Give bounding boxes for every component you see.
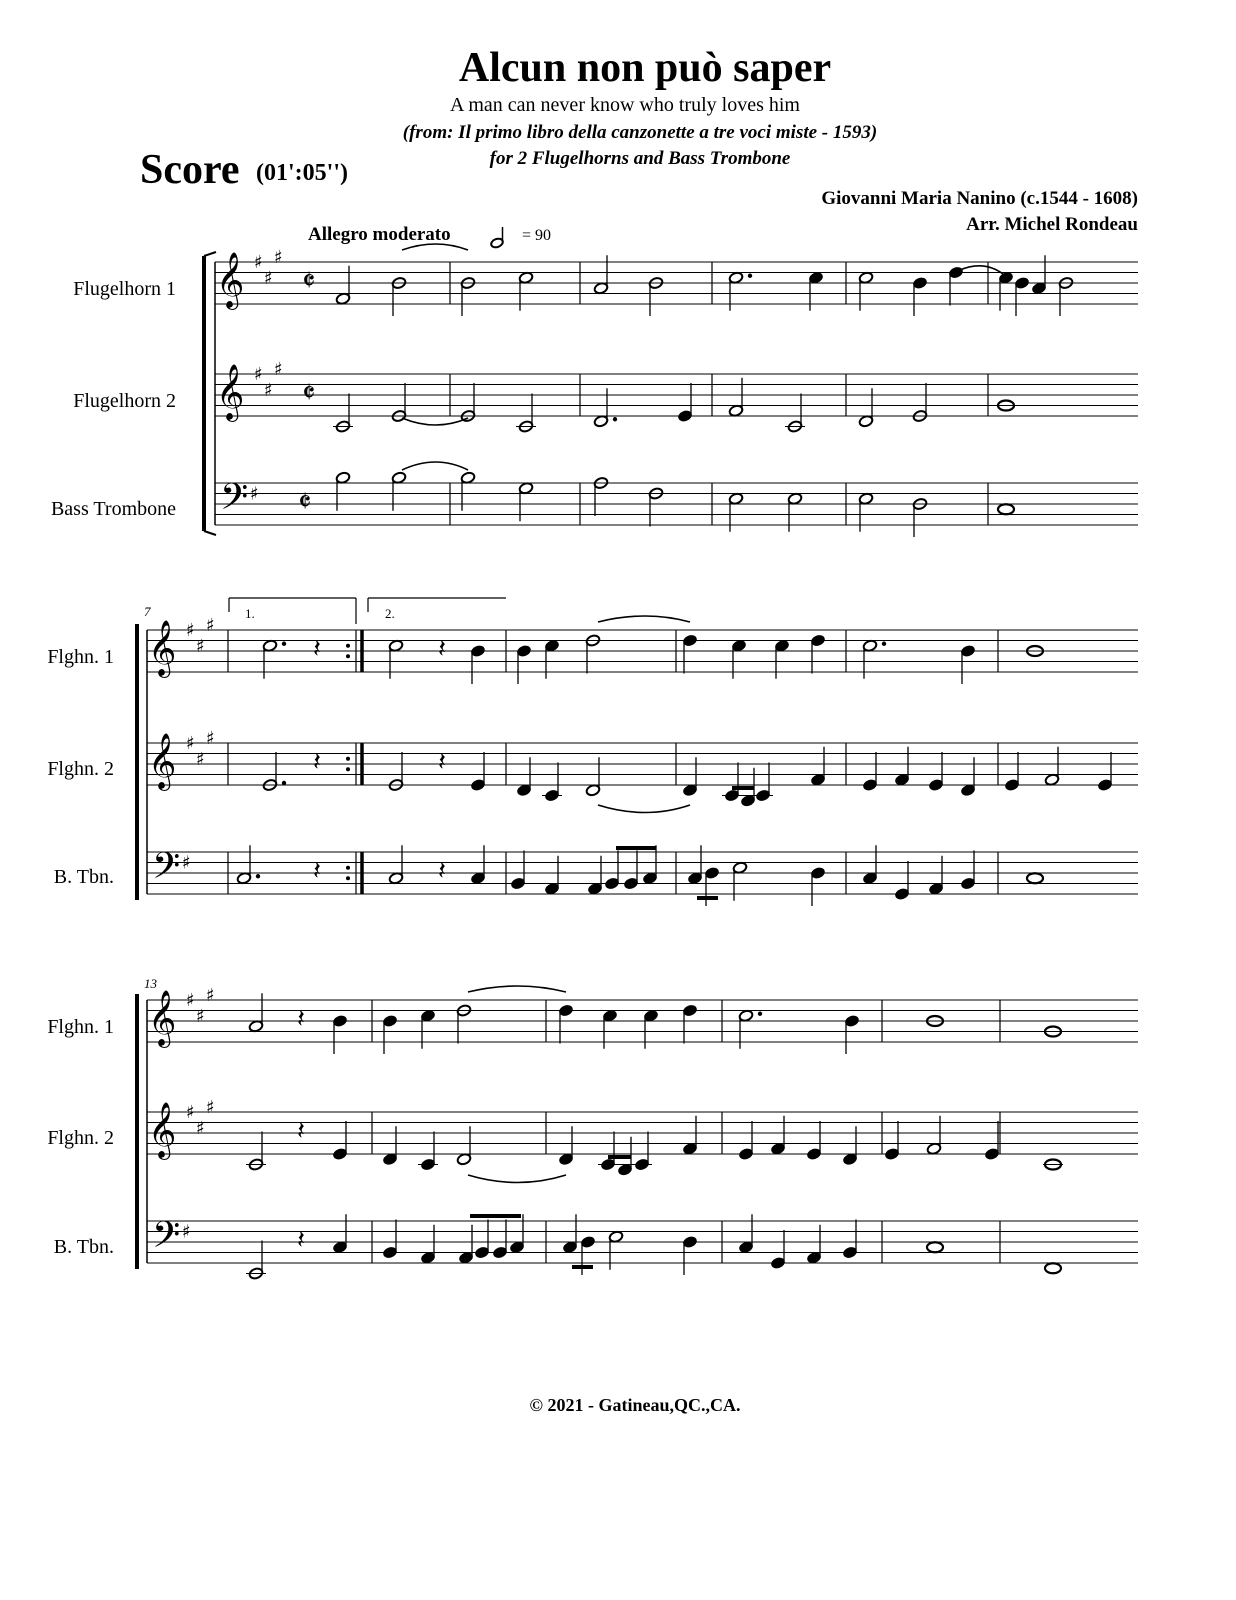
sharp-icon: ♯ xyxy=(186,1102,195,1123)
tie xyxy=(468,986,566,992)
copyright-notice: © 2021 - Gatineau,QC.,CA. xyxy=(529,1395,741,1415)
instrument-label-b-tbn: B. Tbn. xyxy=(53,866,114,888)
augmentation-dot xyxy=(882,642,886,646)
whole-note xyxy=(998,504,1014,514)
sharp-icon: ♯ xyxy=(196,635,205,657)
sharp-icon: ♯ xyxy=(206,727,215,749)
treble-clef-icon: 𝄞 xyxy=(148,990,177,1046)
repeat-dot xyxy=(346,866,350,870)
sharp-icon: ♯ xyxy=(206,984,215,1006)
quarter-rest-icon: 𝄽 xyxy=(297,1116,305,1146)
instrument-label-flugelhorn-1: Flugelhorn 1 xyxy=(73,278,176,300)
repeat-dot xyxy=(346,654,350,658)
bass-clef-icon: 𝄢 xyxy=(152,1214,181,1265)
instrument-label-b-tbn: B. Tbn. xyxy=(53,1236,114,1258)
treble-clef-icon: 𝄞 xyxy=(216,364,245,420)
duration-label: (01':05'') xyxy=(256,160,348,186)
source-note: (from: Il primo libro della canzonette a tre voci miste - 1593) xyxy=(402,122,878,143)
treble-clef-icon: 𝄞 xyxy=(148,620,177,676)
augmentation-dot xyxy=(282,781,286,785)
whole-note xyxy=(927,1242,943,1252)
whole-note xyxy=(1027,873,1043,883)
tie xyxy=(402,244,468,250)
repeat-dot xyxy=(346,876,350,880)
quarter-rest-icon: 𝄽 xyxy=(438,634,446,664)
bass-clef-icon: 𝄢 xyxy=(152,845,181,896)
treble-clef-icon: 𝄞 xyxy=(148,733,177,789)
tempo-value: = 90 xyxy=(522,227,552,244)
sharp-icon: ♯ xyxy=(186,733,195,754)
augmentation-dot xyxy=(758,1012,762,1016)
augmentation-dot xyxy=(748,274,752,278)
piece-title: Alcun non può saper xyxy=(458,45,832,91)
tempo-marking: Allegro moderato xyxy=(308,224,451,245)
instrument-label-flghn-1: Flghn. 1 xyxy=(47,646,114,668)
instrumentation-note: for 2 Flugelhorns and Bass Trombone xyxy=(489,148,791,169)
sharp-icon: ♯ xyxy=(264,379,273,401)
treble-clef-icon: 𝄞 xyxy=(148,1102,177,1158)
treble-clef-icon: 𝄞 xyxy=(216,252,245,308)
measure-number: 7 xyxy=(144,604,151,619)
repeat-dot xyxy=(346,757,350,761)
tie xyxy=(598,805,690,813)
sharp-icon: ♯ xyxy=(186,990,195,1011)
cut-time-icon: 𝄵 xyxy=(298,485,312,520)
instrument-label-flghn-2: Flghn. 2 xyxy=(47,758,114,780)
sharp-icon: ♯ xyxy=(196,1117,205,1139)
tie xyxy=(468,1175,566,1183)
tie xyxy=(598,616,690,622)
sharp-icon: ♯ xyxy=(196,1005,205,1027)
quarter-rest-icon: 𝄽 xyxy=(313,747,321,777)
sharp-icon: ♯ xyxy=(254,252,263,273)
instrument-label-flghn-2: Flghn. 2 xyxy=(47,1127,114,1149)
sharp-icon: ♯ xyxy=(254,364,263,385)
augmentation-dot xyxy=(613,417,617,421)
repeat-dot xyxy=(346,767,350,771)
arranger-credit: Arr. Michel Rondeau xyxy=(966,214,1138,235)
sharp-icon: ♯ xyxy=(182,1221,191,1243)
quarter-rest-icon: 𝄽 xyxy=(438,856,446,886)
sharp-icon: ♯ xyxy=(250,483,259,505)
instrument-label-flghn-1: Flghn. 1 xyxy=(47,1016,114,1038)
sharp-icon: ♯ xyxy=(206,1096,215,1118)
system-bracket xyxy=(204,531,216,535)
cut-time-icon: 𝄵 xyxy=(302,376,316,411)
instrument-label-bass-trombone: Bass Trombone xyxy=(50,498,176,520)
sharp-icon: ♯ xyxy=(274,358,283,380)
quarter-rest-icon: 𝄽 xyxy=(313,856,321,886)
tie xyxy=(402,418,468,425)
measure-number: 13 xyxy=(144,976,157,991)
bass-clef-icon: 𝄢 xyxy=(220,476,249,527)
cut-time-icon: 𝄵 xyxy=(302,264,316,299)
piece-subtitle: A man can never know who truly loves him xyxy=(450,94,800,116)
sharp-icon: ♯ xyxy=(274,246,283,268)
system-bracket xyxy=(204,252,216,256)
sharp-icon: ♯ xyxy=(206,614,215,636)
sharp-icon: ♯ xyxy=(186,620,195,641)
whole-note xyxy=(1045,1263,1061,1273)
quarter-rest-icon: 𝄽 xyxy=(297,1004,305,1034)
tie xyxy=(402,462,468,470)
quarter-rest-icon: 𝄽 xyxy=(297,1225,305,1255)
augmentation-dot xyxy=(282,642,286,646)
instrument-label-flugelhorn-2: Flugelhorn 2 xyxy=(73,390,176,412)
repeat-dot xyxy=(346,644,350,648)
augmentation-dot xyxy=(256,874,260,878)
quarter-rest-icon: 𝄽 xyxy=(313,634,321,664)
quarter-rest-icon: 𝄽 xyxy=(438,747,446,777)
score-label: Score xyxy=(140,147,240,193)
sharp-icon: ♯ xyxy=(264,267,273,289)
composer-credit: Giovanni Maria Nanino (c.1544 - 1608) xyxy=(821,188,1138,209)
sharp-icon: ♯ xyxy=(182,852,191,874)
sharp-icon: ♯ xyxy=(196,748,205,770)
volta-1-label: 1. xyxy=(245,606,255,621)
volta-2-label: 2. xyxy=(385,606,395,621)
